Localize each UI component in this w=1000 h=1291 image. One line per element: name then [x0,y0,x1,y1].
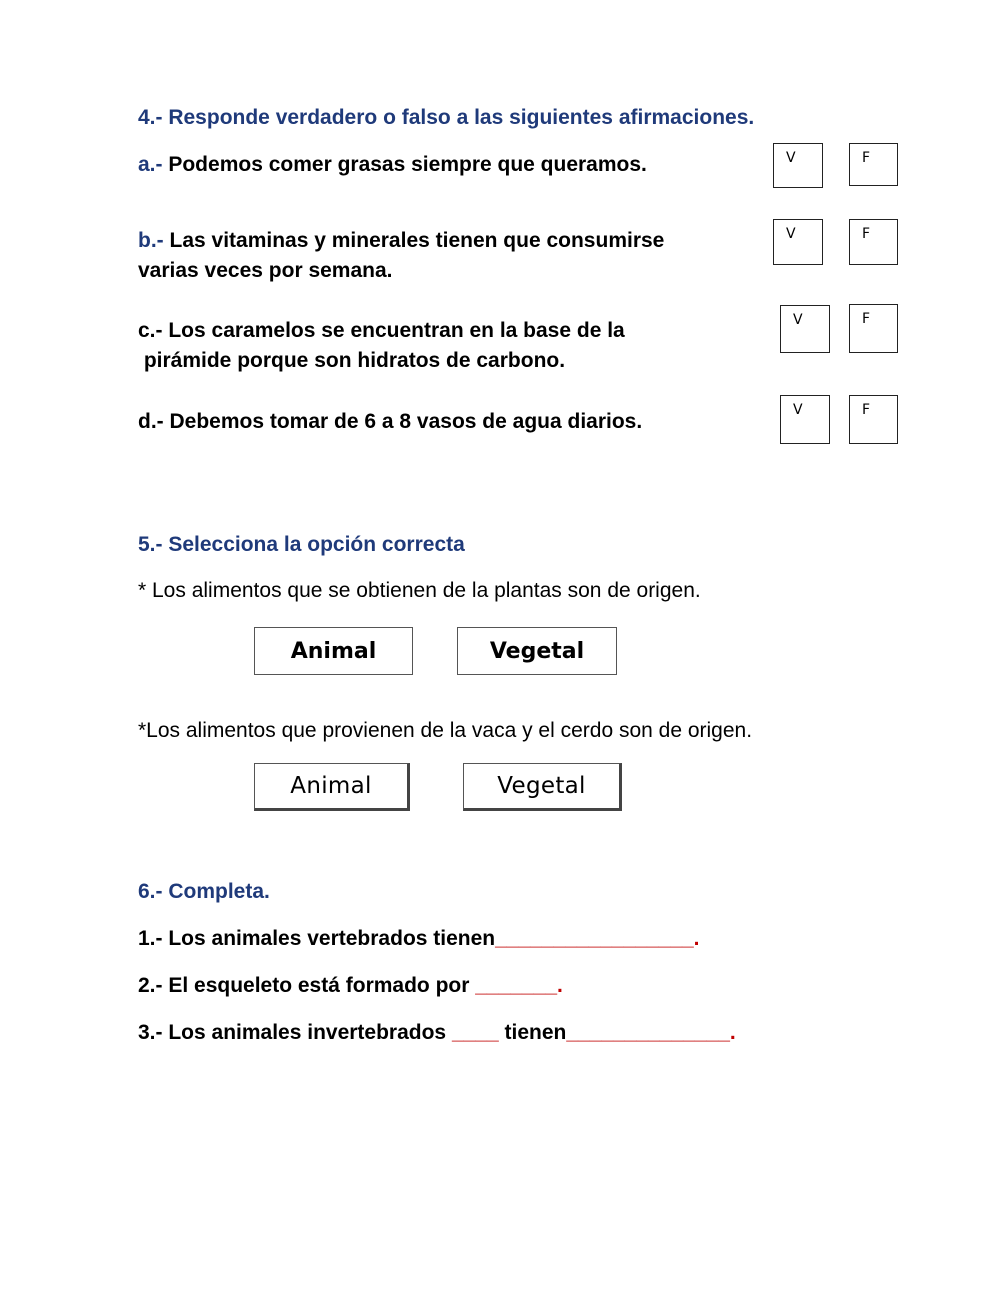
statement-d-text: Debemos tomar de 6 a 8 vasos de agua diarios. [163,410,643,433]
statement-a-true-box[interactable]: V [773,143,823,188]
statement-c-true-box[interactable]: V [780,305,830,353]
complete-item-1-text: 1.- Los animales vertebrados tienen [138,927,496,950]
complete-item-1 [138,924,700,954]
question-1-option-animal[interactable]: Animal [254,627,413,675]
complete-item-2-text: 2.- El esqueleto está formado por [138,974,476,997]
statement-c-lead: c.- [138,319,163,342]
section-5-heading: 5.- Selecciona la opción correcta [138,533,465,556]
statement-b-line2: varias veces por semana. [138,259,393,282]
statement-b [138,226,664,286]
complete-item-3-text-2: tienen [498,1021,567,1044]
statement-a [138,150,647,180]
statement-b-line1: Las vitaminas y minerales tienen que consumirse [163,229,665,252]
complete-item-1-end: . [693,927,700,950]
statement-c-line1: Los caramelos se encuentran en la base de la [162,319,625,342]
statement-a-false-box[interactable]: F [849,143,898,186]
statement-d [138,407,642,437]
question-1-option-vegetal[interactable]: Vegetal [457,627,617,675]
statement-d-false-box[interactable]: F [849,395,898,444]
statement-b-false-box[interactable]: F [849,219,898,265]
complete-item-3-text: 3.- Los animales invertebrados [138,1021,452,1044]
complete-item-3-end: . [729,1021,736,1044]
statement-a-text: Podemos comer grasas siempre que queramos. [162,153,647,176]
statement-c-line2: pirámide porque son hidratos de carbono. [138,349,566,372]
statement-b-lead: b.- [138,229,164,252]
statement-d-true-box[interactable]: V [780,395,830,444]
complete-item-3 [138,1018,736,1048]
complete-item-1-blank[interactable]: _________________ [495,927,694,950]
complete-item-3-blank-2[interactable]: ______________ [566,1021,730,1044]
question-2-text: *Los alimentos que provienen de la vaca y el cerdo son de origen. [138,719,753,742]
question-1-text: * Los alimentos que se obtienen de la plantas son de origen. [138,579,701,602]
statement-a-lead: a.- [138,153,163,176]
section-6-heading: 6.- Completa. [138,880,270,903]
complete-item-2-blank[interactable]: _______ [475,974,558,997]
statement-c [138,316,625,376]
statement-d-lead: d.- [138,410,164,433]
complete-item-3-blank-1[interactable]: ____ [451,1021,499,1044]
statement-c-false-box[interactable]: F [849,304,898,353]
question-2-option-animal[interactable]: Animal [254,763,410,811]
complete-item-2 [138,971,563,1001]
section-4-heading: 4.- Responde verdadero o falso a las siguientes afirmaciones. [138,106,755,129]
complete-item-2-end: . [557,974,563,997]
statement-b-true-box[interactable]: V [773,219,823,265]
question-2-option-vegetal[interactable]: Vegetal [463,763,622,811]
